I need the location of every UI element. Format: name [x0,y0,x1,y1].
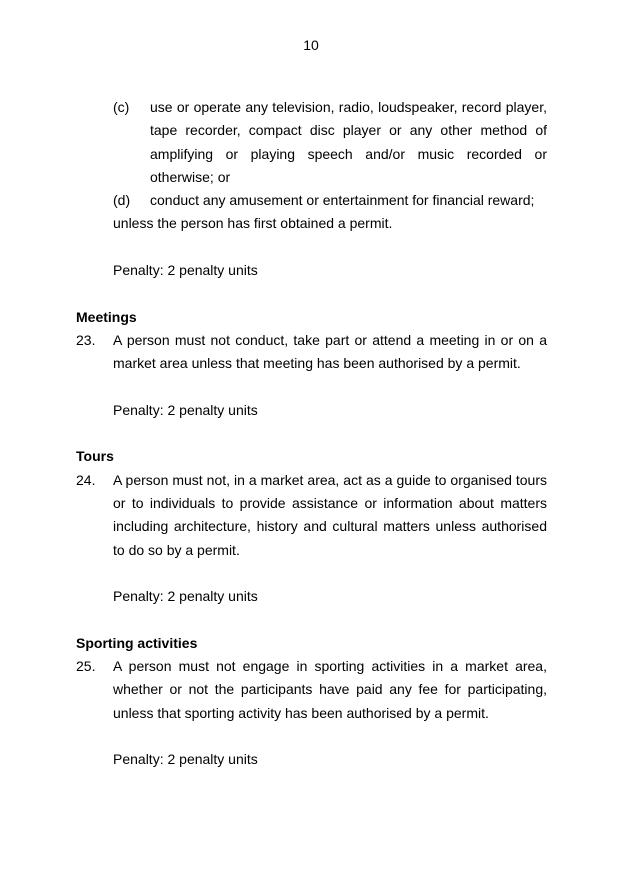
section-text: A person must not engage in sporting activities in a market area, whether or not the participants have paid any fee for participating, unless that sporting activity has been authorised by a permit. [113,658,547,721]
sub-item-label: (d) [113,192,131,209]
sub-item-d [113,189,547,212]
sub-item-c [113,96,547,189]
section-number: 25. [76,658,96,675]
penalty-line: Penalty: 2 penalty units [113,262,258,279]
page-number: 10 [303,37,319,53]
section-25 [76,655,547,725]
document-body [76,96,547,772]
penalty-line: Penalty: 2 penalty units [113,401,258,418]
sub-item-label: (c) [113,99,130,115]
section-heading-meetings: Meetings [76,308,137,325]
section-heading-sporting-activities: Sporting activities [76,634,198,651]
sub-item-text: conduct any amusement or entertainment for financial reward; [150,192,535,209]
section-number: 23. [76,331,96,348]
penalty-line: Penalty: 2 penalty units [113,751,258,768]
section-heading-tours: Tours [76,448,114,465]
penalty-line: Penalty: 2 penalty units [113,588,258,605]
sub-item-text: use or operate any television, radio, loudspeaker, record player, tape recorder, compact disc player or any other method of amplifying or playing speech and/or music recorded or otherwise; or [150,99,547,185]
section-23 [76,329,547,376]
section-24 [76,469,547,562]
section-text: A person must not conduct, take part or attend a meeting in or on a market area unless that meeting has been authorised by a permit. [113,331,547,372]
section-text: A person must not, in a market area, act as a guide to organised tours or to individuals to provide assistance or information about matters including architecture, history and cultural matters unless authorised to do so by a permit. [113,471,547,558]
closing-clause: unless the person has first obtained a permit. [113,215,393,232]
section-number: 24. [76,471,96,488]
